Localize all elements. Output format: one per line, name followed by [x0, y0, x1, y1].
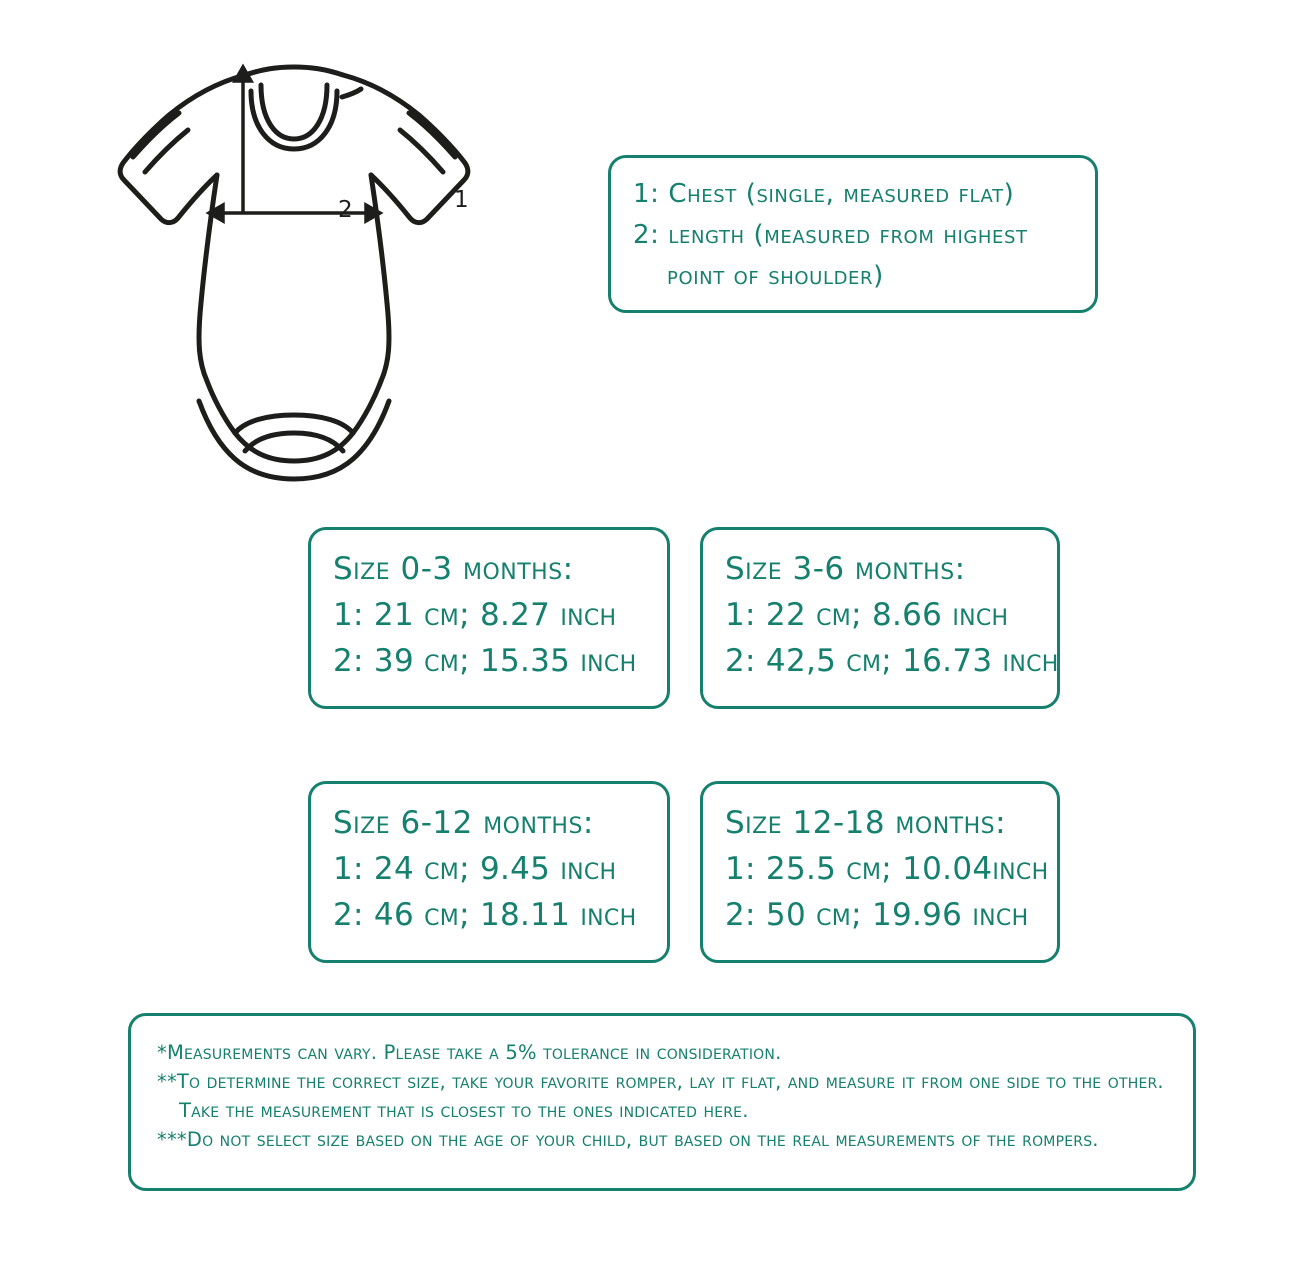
size-card-length: 2: 39 cm; 15.35 inch	[333, 643, 637, 679]
note-line-3: ***Do not select size based on the age of your child, but based on the real measurements of the rompers.	[157, 1128, 1099, 1151]
size-card-chest: 1: 24 cm; 9.45 inch	[333, 851, 617, 887]
size-card-length: 2: 46 cm; 18.11 inch	[333, 897, 637, 933]
size-card-3-6-months	[700, 527, 1060, 709]
size-card-0-3-months	[308, 527, 670, 709]
romper-outline-svg	[95, 45, 485, 485]
size-card-title: Size 6-12 months:	[333, 805, 594, 841]
legend-line-chest: 1: Chest (single, measured flat)	[633, 179, 1015, 209]
legend-line-length: 2: length (measured from highest	[633, 220, 1028, 250]
note-line-2-cont: Take the measurement that is closest to the ones indicated here.	[179, 1099, 749, 1122]
size-card-chest: 1: 25.5 cm; 10.04inch	[725, 851, 1049, 887]
size-card-12-18-months	[700, 781, 1060, 963]
size-card-chest: 1: 22 cm; 8.66 inch	[725, 597, 1009, 633]
size-card-title: Size 12-18 months:	[725, 805, 1007, 841]
size-card-6-12-months	[308, 781, 670, 963]
dimension-label-1: 1	[454, 187, 469, 213]
legend-line-length-cont: point of shoulder)	[667, 261, 884, 291]
romper-illustration	[95, 45, 485, 485]
size-card-length: 2: 50 cm; 19.96 inch	[725, 897, 1029, 933]
measurement-legend	[608, 155, 1098, 313]
note-line-2: **To determine the correct size, take your favorite romper, lay it flat, and measure it from one side to the other.	[157, 1070, 1164, 1093]
dimension-label-2: 2	[338, 197, 353, 223]
size-card-title: Size 3-6 months:	[725, 551, 966, 587]
size-card-chest: 1: 21 cm; 8.27 inch	[333, 597, 617, 633]
note-line-1: *Measurements can vary. Please take a 5% tolerance in consideration.	[157, 1041, 782, 1064]
size-card-title: Size 0-3 months:	[333, 551, 574, 587]
notes-panel	[128, 1013, 1196, 1191]
size-card-length: 2: 42,5 cm; 16.73 inch	[725, 643, 1059, 679]
